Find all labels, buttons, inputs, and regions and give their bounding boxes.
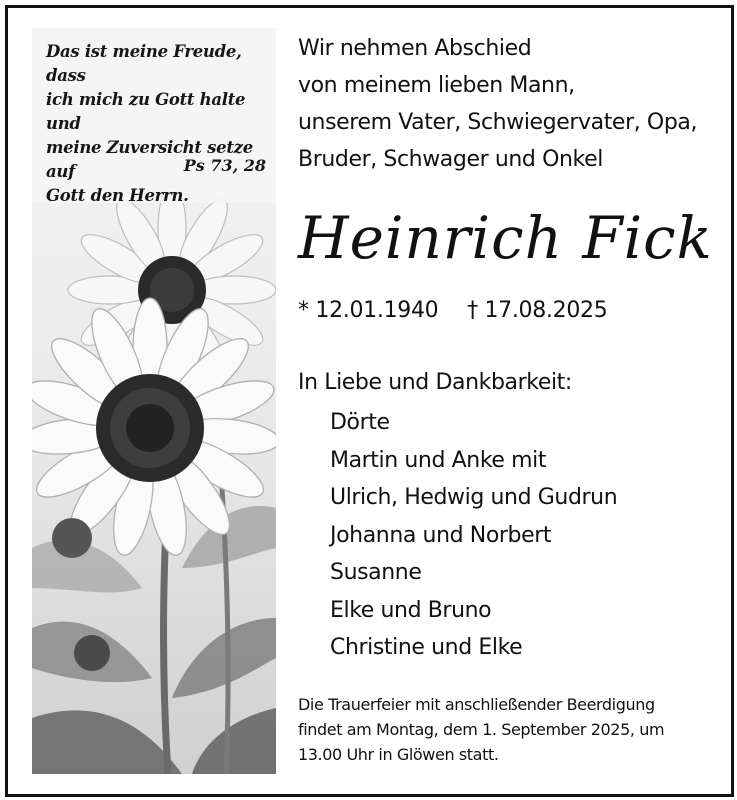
mourner-name: Martin und Anke mit	[330, 447, 547, 473]
mourner-name: Johanna und Norbert	[330, 522, 552, 548]
intro-line: Bruder, Schwager und Onkel	[298, 147, 603, 172]
quote-line: meine Zuversicht setze auf	[46, 138, 253, 181]
deceased-name: Heinrich Fick	[298, 204, 713, 272]
mourners-heading: In Liebe und Dankbarkeit:	[298, 370, 572, 395]
quote-reference: Ps 73, 28	[183, 156, 266, 175]
funeral-info	[298, 692, 664, 767]
intro-line: von meinem lieben Mann,	[298, 73, 575, 98]
intro-text	[298, 30, 697, 178]
mourner-name: Elke und Bruno	[330, 597, 492, 623]
bible-quote	[46, 40, 268, 208]
intro-line: Wir nehmen Abschied	[298, 36, 532, 61]
mourner-name: Christine und Elke	[330, 635, 523, 660]
funeral-line: findet am Montag, dem 1. September 2025, um	[298, 720, 665, 739]
funeral-line: 13.00 Uhr in Glöwen statt.	[298, 745, 499, 764]
sunflower-photo	[32, 28, 276, 774]
quote-line: Gott den Herrn.	[46, 186, 189, 205]
mourner-name: Dörte	[330, 410, 390, 435]
quote-line: Das ist meine Freude, dass	[46, 42, 242, 85]
quote-line: ich mich zu Gott halte und	[46, 90, 246, 133]
intro-line: unserem Vater, Schwiegervater, Opa,	[298, 110, 698, 135]
obituary-notice	[5, 5, 734, 797]
funeral-line: Die Trauerfeier mit anschließender Beerdigung	[298, 695, 655, 714]
mourner-name: Susanne	[330, 560, 422, 585]
mourners-list	[330, 404, 617, 667]
birth-date: * 12.01.1940	[298, 298, 439, 323]
mourner-name: Ulrich, Hedwig und Gudrun	[330, 485, 618, 510]
death-date: † 17.08.2025	[467, 298, 608, 323]
life-dates	[298, 298, 607, 323]
